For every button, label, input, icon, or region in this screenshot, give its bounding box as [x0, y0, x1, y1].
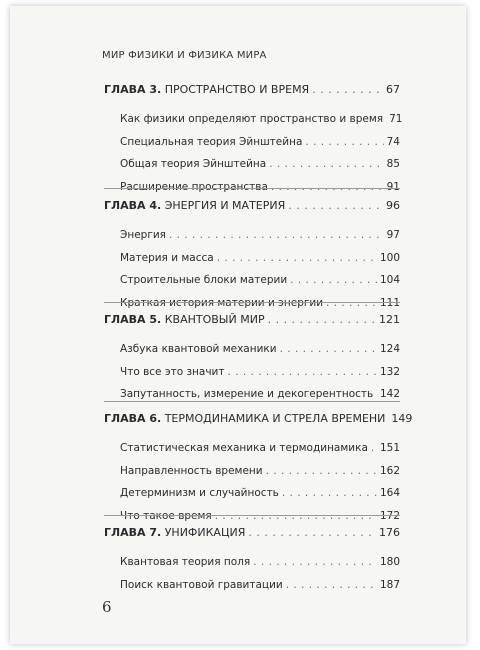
toc-entry[interactable] [120, 136, 400, 148]
entry-title: Что такое время [120, 509, 212, 522]
entry-page: 187 [379, 578, 400, 591]
toc-entry[interactable] [120, 252, 400, 264]
chapter-divider [104, 515, 400, 516]
toc-entry[interactable] [120, 579, 400, 591]
leader-dots [217, 252, 377, 264]
toc-entry[interactable] [120, 465, 400, 477]
entry-page: 151 [379, 442, 400, 454]
toc-entry[interactable] [120, 343, 400, 355]
running-head: МИР ФИЗИКИ И ФИЗИКА МИРА [102, 50, 267, 61]
toc-entry[interactable] [120, 274, 400, 286]
page-number: 6 [102, 598, 112, 616]
chapter-title: ЭНЕРГИЯ И МАТЕРИЯ [161, 199, 286, 212]
entry-page: 100 [379, 251, 400, 264]
toc-chapter[interactable] [104, 313, 400, 326]
entry-title: Детерминизм и случайность [120, 487, 279, 499]
chapter-number: ГЛАВА 4. [104, 199, 162, 212]
leader-dots [312, 83, 383, 96]
entry-title: Что все это значит [120, 365, 225, 378]
leader-dots [169, 229, 384, 241]
toc-entry[interactable] [120, 487, 400, 499]
leader-dots [253, 556, 377, 568]
entry-title: Запутанность, измерение и декогерентность [120, 388, 374, 400]
entry-page: 97 [386, 229, 400, 241]
chapter-title: КВАНТОВЫЙ МИР [161, 313, 265, 326]
toc-chapter[interactable] [104, 526, 400, 539]
entry-title: Статистическая механика и термодинамика [120, 442, 368, 454]
leader-dots [288, 199, 383, 212]
entry-title: Как физики определяют пространство и время [120, 113, 384, 125]
toc-entry[interactable] [120, 158, 400, 170]
entry-page: 132 [379, 365, 400, 378]
chapter-number: ГЛАВА 3. [104, 83, 162, 96]
entry-page: 111 [379, 296, 400, 309]
leader-dots [269, 158, 383, 170]
entry-page: 142 [379, 388, 400, 400]
entry-title: Материя и масса [120, 251, 214, 264]
entry-title: Строительные блоки материи [120, 274, 288, 286]
toc-entry[interactable] [120, 556, 400, 568]
entry-page: 172 [379, 509, 400, 522]
toc-chapter[interactable] [104, 83, 400, 96]
chapter-divider [104, 188, 400, 189]
entry-page: 162 [379, 464, 400, 477]
chapter-title: ТЕРМОДИНАМИКА И СТРЕЛА ВРЕМЕНИ [161, 412, 386, 425]
entry-title: Краткая история материи и энергии [120, 296, 324, 309]
chapter-number: ГЛАВА 6. [104, 412, 162, 425]
leader-dots [376, 388, 377, 400]
chapter-page: 149 [391, 412, 413, 425]
leader-dots [228, 366, 377, 378]
chapter-heading [104, 412, 385, 425]
leader-dots [282, 487, 377, 499]
chapter-divider [104, 401, 400, 402]
chapter-heading [104, 526, 245, 539]
entry-page: 91 [386, 180, 400, 193]
chapter-number: ГЛАВА 5. [104, 313, 162, 326]
leader-dots [305, 136, 383, 148]
entry-page: 164 [379, 487, 400, 499]
entry-page: 71 [389, 113, 403, 125]
toc-entry[interactable] [120, 388, 400, 400]
chapter-title: УНИФИКАЦИЯ [161, 526, 246, 539]
entry-title: Общая теория Эйнштейна [120, 158, 267, 170]
chapter-divider [104, 302, 400, 303]
leader-dots [290, 274, 377, 286]
toc-entry[interactable] [120, 229, 400, 241]
leader-dots [271, 181, 384, 193]
toc-chapter[interactable] [104, 199, 400, 212]
chapter-heading [104, 199, 285, 212]
chapter-page: 121 [379, 313, 400, 326]
entry-title: Азбука квантовой механики [120, 343, 277, 355]
entry-page: 180 [379, 556, 400, 568]
leader-dots [286, 579, 377, 591]
toc-chapter[interactable] [104, 412, 413, 425]
toc-entry[interactable] [120, 181, 400, 193]
chapter-title: ПРОСТРАНСТВО И ВРЕМЯ [161, 83, 310, 96]
leader-dots [266, 465, 377, 477]
entry-title: Квантовая теория поля [120, 556, 251, 568]
book-page [10, 6, 466, 644]
toc-entry[interactable] [120, 366, 400, 378]
entry-page: 104 [379, 274, 400, 286]
entry-page: 74 [386, 135, 400, 148]
toc-entry[interactable] [120, 442, 400, 454]
leader-dots [280, 343, 377, 355]
chapter-page: 67 [386, 83, 400, 96]
leader-dots [268, 313, 376, 326]
leader-dots [371, 442, 377, 454]
entry-page: 85 [386, 158, 400, 170]
entry-page: 124 [379, 343, 400, 355]
entry-title: Поиск квантовой гравитации [120, 578, 283, 591]
entry-title: Направленность времени [120, 464, 263, 477]
leader-dots [248, 526, 376, 539]
chapter-page: 96 [386, 199, 400, 212]
chapter-heading [104, 83, 309, 96]
chapter-number: ГЛАВА 7. [104, 526, 162, 539]
entry-title: Специальная теория Эйнштейна [120, 135, 303, 148]
entry-title: Энергия [120, 229, 166, 241]
chapter-heading [104, 313, 265, 326]
toc-entry[interactable] [120, 113, 403, 125]
entry-title: Расширение пространства [120, 180, 268, 193]
chapter-page: 176 [379, 526, 400, 539]
